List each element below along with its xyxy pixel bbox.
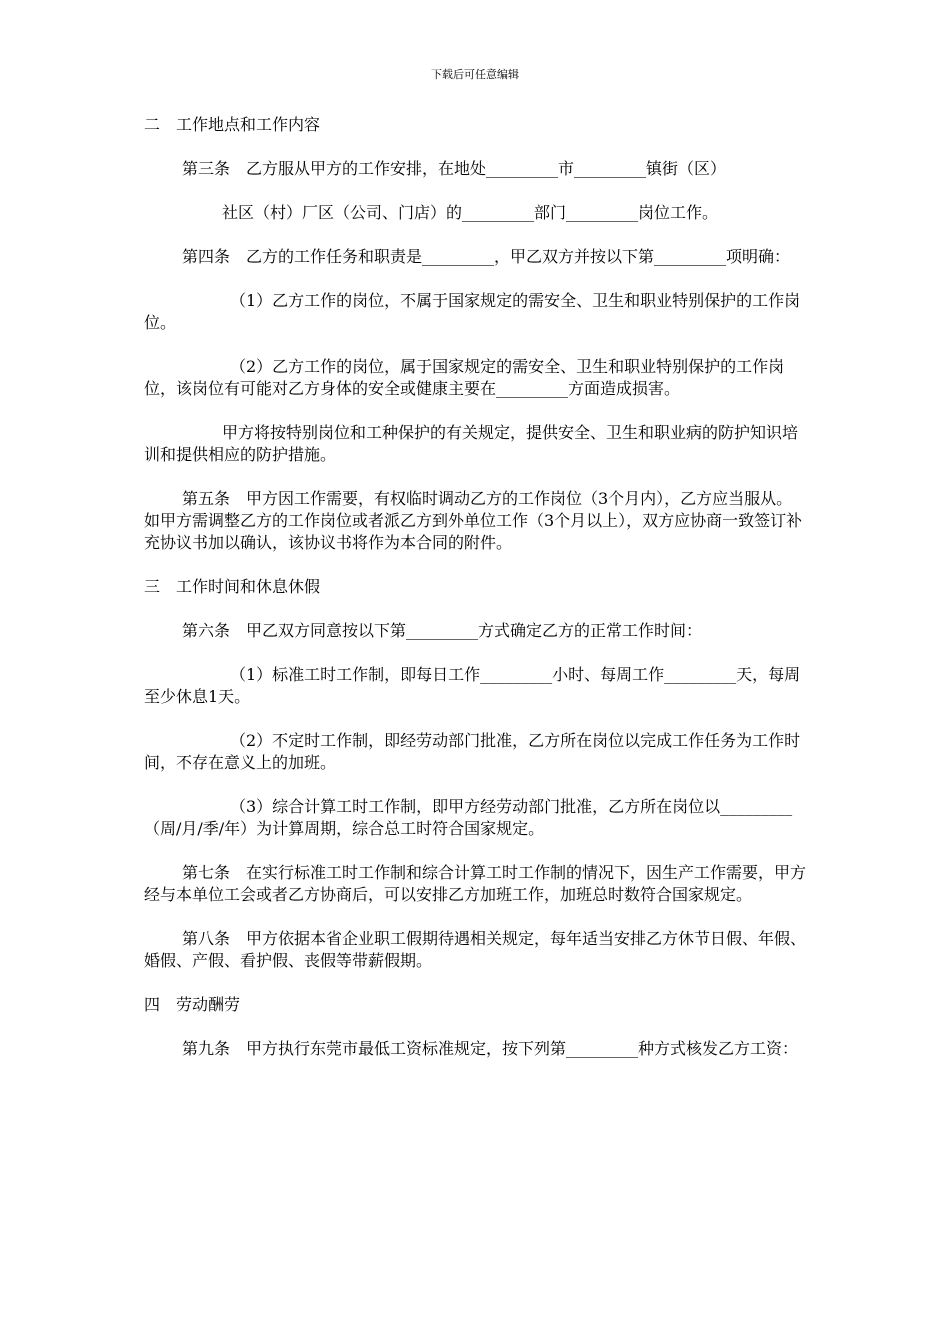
article-9: 第九条 甲方执行东莞市最低工资标准规定，按下列第_________种方式核发乙方工资： — [182, 1039, 799, 1058]
article-5: 第五条 甲方因工作需要，有权临时调动乙方的工作岗位（3个月内），乙方应当服从。如甲方需调整乙方的工作岗位或者派乙方到外单位工作（3个月以上），双方应协商一致签订补充协议书加以确认，该协议书将作为本合同的附件。 — [144, 489, 803, 552]
document-body — [144, 114, 806, 1082]
article-3: 第三条 乙方服从甲方的工作安排，在地处_________市_________镇街（区） — [182, 159, 727, 178]
article-3-continuation: 社区（村）厂区（公司、门店）的_________部门_________岗位工作。 — [222, 203, 719, 222]
article-4: 第四条 乙方的工作任务和职责是_________，甲乙双方并按以下第_________项明确： — [182, 247, 791, 266]
article-4-protection-note: 甲方将按特别岗位和工种保护的有关规定，提供安全、卫生和职业病的防护知识培训和提供相应的防护措施。 — [144, 423, 799, 464]
article-6-item-1: （1）标准工时工作制，即每日工作_________小时、每周工作_________天，每周至少休息1天。 — [144, 665, 801, 706]
article-8: 第八条 甲方依据本省企业职工假期待遇相关规定，每年适当安排乙方休节日假、年假、婚假、产假、看护假、丧假等带薪假期。 — [144, 929, 807, 970]
article-4-item-2: （2）乙方工作的岗位，属于国家规定的需安全、卫生和职业特别保护的工作岗位，该岗位有可能对乙方身体的安全或健康主要在_________方面造成损害。 — [144, 357, 785, 398]
article-4-item-1: （1）乙方工作的岗位，不属于国家规定的需安全、卫生和职业特别保护的工作岗位。 — [144, 291, 801, 332]
article-6-item-3: （3）综合计算工时工作制，即甲方经劳动部门批准，乙方所在岗位以_________（周/月/季/年）为计算周期，综合总工时符合国家规定。 — [144, 797, 793, 838]
article-6-item-2: （2）不定时工作制，即经劳动部门批准，乙方所在岗位以完成工作任务为工作时间，不存在意义上的加班。 — [144, 731, 801, 772]
article-7: 第七条 在实行标准工时工作制和综合计算工时工作制的情况下，因生产工作需要，甲方经与本单位工会或者乙方协商后，可以安排乙方加班工作，加班总时数符合国家规定。 — [144, 863, 807, 904]
article-6: 第六条 甲乙双方同意按以下第_________方式确定乙方的正常工作时间： — [182, 621, 703, 640]
section-heading-3: 三 工作时间和休息休假 — [144, 577, 321, 596]
section-heading-2: 二 工作地点和工作内容 — [144, 115, 321, 134]
section-heading-4: 四 劳动酬劳 — [144, 995, 241, 1014]
page-header: 下载后可任意编辑 — [431, 68, 519, 81]
